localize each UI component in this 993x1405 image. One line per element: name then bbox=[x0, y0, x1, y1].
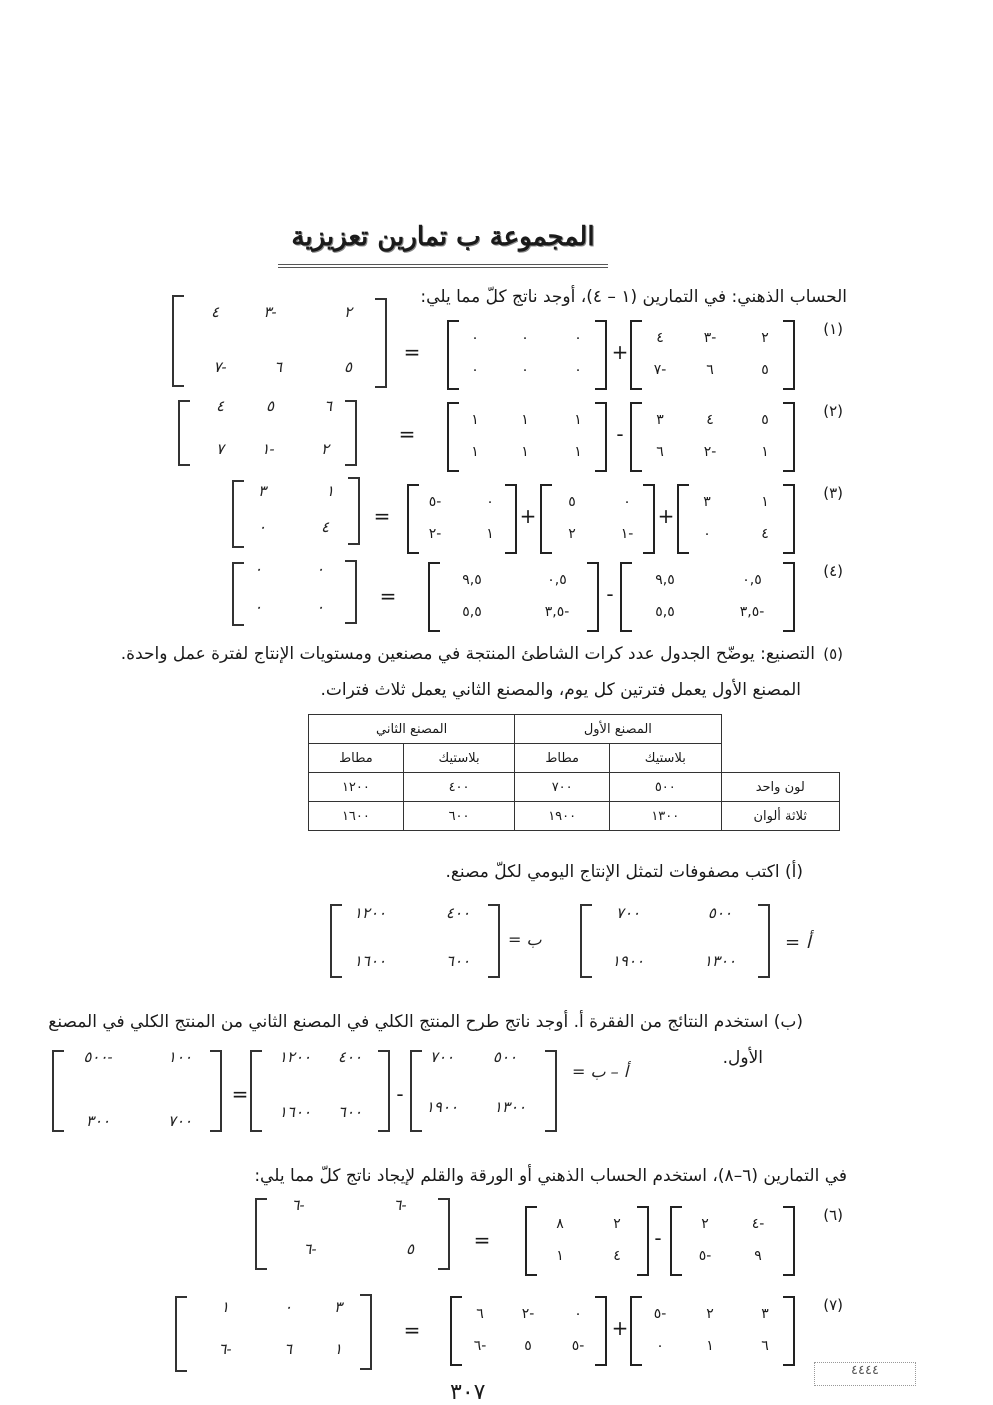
matrix-bracket-left bbox=[620, 562, 632, 632]
exercise-5-text-line-1: التصنيع: يوضّح الجدول عدد كرات الشاطئ المنتجة في مصنعين ومستويات الإنتاج لفترة عمل واحدة. bbox=[120, 644, 815, 664]
answer-cell: ١ bbox=[333, 1340, 343, 1358]
matrix-cell: ٠ bbox=[623, 494, 631, 510]
minus-operator: - bbox=[654, 1226, 662, 1250]
answer-cell: ٥٠٠- bbox=[83, 1048, 113, 1066]
answer-cell: ١٠٠ bbox=[167, 1048, 193, 1066]
exercise-label: (٢) bbox=[823, 402, 843, 420]
matrix-cell: ٣ bbox=[656, 412, 664, 428]
equals-sign: = bbox=[231, 1082, 249, 1106]
matrix-cell: ٢ bbox=[701, 1216, 709, 1232]
answer-label-b: ب = bbox=[508, 930, 542, 949]
answer-cell: ٤٠٠ bbox=[445, 904, 471, 922]
answer-cell: ٣- bbox=[263, 303, 277, 321]
answer-cell: ٠ bbox=[315, 560, 325, 578]
answer-bracket-left bbox=[175, 1296, 187, 1372]
table-subheader-rubber: مطاط bbox=[309, 744, 404, 773]
answer-cell: ٧- bbox=[213, 358, 227, 376]
table-subheader-plastic: بلاستيك bbox=[610, 744, 721, 773]
table-header-factory-2: المصنع الثاني bbox=[309, 715, 515, 744]
matrix-cell: ٢ bbox=[568, 526, 576, 542]
answer-cell: ٦ bbox=[273, 358, 283, 376]
matrix-cell: ١ bbox=[486, 526, 494, 542]
matrix-cell: ٠ bbox=[486, 494, 494, 510]
matrix-cell: ٤ bbox=[761, 526, 769, 542]
answer-cell: ٦- bbox=[303, 1240, 317, 1258]
matrix-cell: ٠ bbox=[574, 330, 582, 346]
table-cell: ١٩٠٠ bbox=[515, 802, 610, 831]
answer-cell: ٦- bbox=[218, 1340, 232, 1358]
table-row-label: ثلاثة ألوان bbox=[721, 802, 840, 831]
table-subheader-row bbox=[309, 744, 840, 773]
matrix-cell: ١ bbox=[706, 1338, 714, 1354]
equals-sign: = bbox=[403, 1318, 421, 1342]
answer-bracket-left bbox=[52, 1050, 64, 1132]
matrix-cell: ٣,٥- bbox=[544, 604, 570, 620]
matrix-bracket-left bbox=[428, 562, 440, 632]
table-header-row bbox=[309, 715, 840, 744]
matrix-cell: ٨ bbox=[556, 1216, 564, 1232]
matrix-cell: ٦- bbox=[473, 1338, 487, 1354]
answer-bracket-left bbox=[172, 295, 184, 387]
plus-operator: + bbox=[519, 504, 537, 528]
answer-bracket-right bbox=[545, 1050, 557, 1132]
matrix-cell: ١ bbox=[761, 494, 769, 510]
minus-operator: - bbox=[396, 1082, 404, 1106]
matrix-cell: ١ bbox=[761, 444, 769, 460]
answer-cell: ٤ bbox=[215, 397, 225, 415]
matrix-cell: ٢ bbox=[706, 1306, 714, 1322]
matrix-cell: ٠ bbox=[471, 330, 479, 346]
matrix-cell: ٩ bbox=[754, 1248, 762, 1264]
equals-sign: = bbox=[473, 1228, 491, 1252]
part-b-text-line-2: الأول. bbox=[722, 1048, 763, 1068]
answer-bracket-right bbox=[438, 1198, 450, 1270]
table-row bbox=[309, 773, 840, 802]
matrix-cell: ١ bbox=[556, 1248, 564, 1264]
answer-cell: ١٩٠٠ bbox=[425, 1098, 459, 1116]
table-row-label: لون واحد bbox=[721, 773, 840, 802]
matrix-cell: ٥,٥ bbox=[655, 604, 675, 620]
table-cell: ٤٠٠ bbox=[403, 773, 514, 802]
answer-cell: ٠ bbox=[253, 560, 263, 578]
answer-cell: ٧٠٠ bbox=[615, 904, 641, 922]
answer-bracket-right bbox=[758, 904, 770, 978]
answer-cell: ٤ bbox=[320, 518, 330, 536]
exercise-5-text-line-2: المصنع الأول يعمل فترتين كل يوم، والمصنع الثاني يعمل ثلاث فترات. bbox=[320, 680, 801, 700]
answer-cell: ١٩٠٠ bbox=[611, 952, 645, 970]
matrix-cell: ١ bbox=[574, 444, 582, 460]
matrix-cell: ٣ bbox=[703, 494, 711, 510]
matrix-cell: ٠ bbox=[574, 362, 582, 378]
table-subheader-plastic: بلاستيك bbox=[403, 744, 514, 773]
answer-cell: ١٣٠٠ bbox=[493, 1098, 527, 1116]
answer-cell: ١٢٠٠ bbox=[353, 904, 387, 922]
page-stamp: ٤٤٤٤ bbox=[814, 1362, 916, 1386]
matrix-cell: ٧- bbox=[653, 362, 667, 378]
matrix-cell: ٩,٥ bbox=[462, 572, 482, 588]
table-header-factory-1: المصنع الأول bbox=[515, 715, 721, 744]
answer-cell: ١٣٠٠ bbox=[703, 952, 737, 970]
matrix-cell: ٥- bbox=[698, 1248, 712, 1264]
answer-cell: ٧٠٠ bbox=[429, 1048, 455, 1066]
exercise-label: (٤) bbox=[823, 562, 843, 580]
answer-bracket-right bbox=[210, 1050, 222, 1132]
exercise-label: (٣) bbox=[823, 484, 843, 502]
table-cell: ١٢٠٠ bbox=[309, 773, 404, 802]
section-title: المجموعة ب تمارين تعزيزية bbox=[278, 222, 608, 268]
answer-cell: ٠ bbox=[257, 518, 267, 536]
answer-cell: ٥٠٠ bbox=[492, 1048, 518, 1066]
equals-sign: = bbox=[379, 584, 397, 608]
answer-cell: ٠ bbox=[315, 598, 325, 616]
answer-cell: ٠ bbox=[283, 1298, 293, 1316]
matrix-cell: ٦ bbox=[761, 1338, 769, 1354]
matrix-cell: ٢ bbox=[613, 1216, 621, 1232]
answer-cell: ٥ bbox=[343, 358, 353, 376]
answer-cell: ١٦٠٠ bbox=[278, 1103, 312, 1121]
matrix-cell: ٢ bbox=[761, 330, 769, 346]
answer-cell: ١ bbox=[325, 482, 335, 500]
matrix-cell: ١ bbox=[521, 412, 529, 428]
matrix-cell: ٤ bbox=[613, 1248, 621, 1264]
answer-bracket-left bbox=[250, 1050, 262, 1132]
matrix-cell: ٥ bbox=[568, 494, 576, 510]
matrix-cell: ٠ bbox=[471, 362, 479, 378]
equals-sign: = bbox=[373, 504, 391, 528]
table-cell: ٧٠٠ bbox=[515, 773, 610, 802]
answer-cell: ١٢٠٠ bbox=[278, 1048, 312, 1066]
matrix-cell: ٥,٥ bbox=[462, 604, 482, 620]
matrix-cell: ٩,٥ bbox=[655, 572, 675, 588]
exercise-label: (١) bbox=[823, 320, 843, 338]
matrix-cell: ٦ bbox=[706, 362, 714, 378]
answer-cell: ٢ bbox=[320, 440, 330, 458]
answer-cell: ٧٠٠ bbox=[167, 1112, 193, 1130]
matrix-cell: ٢- bbox=[703, 444, 717, 460]
answer-cell: ٥ bbox=[265, 397, 275, 415]
matrix-cell: ٦ bbox=[656, 444, 664, 460]
answer-cell: ٧ bbox=[215, 440, 225, 458]
matrix-cell: ٠,٥ bbox=[547, 572, 567, 588]
table-row bbox=[309, 802, 840, 831]
answer-cell: ١- bbox=[261, 440, 275, 458]
answer-bracket-left bbox=[580, 904, 592, 978]
matrix-cell: ١ bbox=[574, 412, 582, 428]
answer-cell: ٤٠٠ bbox=[337, 1048, 363, 1066]
production-table bbox=[308, 714, 840, 831]
answer-cell: ٦ bbox=[323, 397, 333, 415]
equals-sign: = bbox=[403, 340, 421, 364]
matrix-cell: ٥ bbox=[524, 1338, 532, 1354]
answer-bracket-right bbox=[488, 904, 500, 978]
answer-cell: ٥ bbox=[405, 1240, 415, 1258]
intro-exercises-6-8: في التمارين (٦–٨)، استخدم الحساب الذهني أو الورقة والقلم لإيجاد ناتج كلّ مما يلي: bbox=[254, 1166, 847, 1186]
table-cell: ١٣٠٠ bbox=[610, 802, 721, 831]
answer-cell: ٥٠٠ bbox=[707, 904, 733, 922]
table-cell: ٦٠٠ bbox=[403, 802, 514, 831]
answer-cell: ٦٠٠ bbox=[445, 952, 471, 970]
answer-bracket-left bbox=[255, 1198, 267, 1270]
part-b-text-line-1: (ب) استخدم النتائج من الفقرة أ. أوجد ناتج طرح المنتج الكلي في المصنع الثاني من المنتج الكلي في المصنع bbox=[48, 1012, 803, 1032]
matrix-cell: ١ bbox=[471, 444, 479, 460]
answer-cell: ٤ bbox=[210, 303, 220, 321]
matrix-cell: ٥- bbox=[653, 1306, 667, 1322]
matrix-bracket-right bbox=[783, 562, 795, 632]
answer-cell: ٦- bbox=[393, 1196, 407, 1214]
answer-cell: ٠ bbox=[253, 598, 263, 616]
matrix-cell: ٥ bbox=[761, 362, 769, 378]
minus-operator: - bbox=[606, 582, 614, 606]
answer-cell: ٦ bbox=[283, 1340, 293, 1358]
matrix-cell: ٥ bbox=[761, 412, 769, 428]
answer-cell: ٦- bbox=[291, 1196, 305, 1214]
plus-operator: + bbox=[611, 1316, 629, 1340]
plus-operator: + bbox=[611, 340, 629, 364]
answer-bracket-left bbox=[178, 400, 190, 466]
matrix-cell: ٣- bbox=[703, 330, 717, 346]
matrix-cell: ٤ bbox=[706, 412, 714, 428]
answer-cell: ٦٠٠ bbox=[337, 1103, 363, 1121]
matrix-cell: ٥- bbox=[571, 1338, 585, 1354]
exercise-label: (٦) bbox=[823, 1206, 843, 1224]
matrix-cell: ٥- bbox=[428, 494, 442, 510]
page-number: ٣٠٧ bbox=[450, 1380, 486, 1405]
matrix-cell: ٠ bbox=[521, 330, 529, 346]
intro-exercises-1-4: الحساب الذهني: في التمارين (١ – ٤)، أوجد ناتج كلّ مما يلي: bbox=[420, 287, 847, 307]
matrix-cell: ٣ bbox=[761, 1306, 769, 1322]
matrix-bracket-right bbox=[587, 562, 599, 632]
matrix-cell: ٤ bbox=[656, 330, 664, 346]
matrix-cell: ١ bbox=[471, 412, 479, 428]
minus-operator: - bbox=[616, 422, 624, 446]
part-a-text: (أ) اكتب مصفوفات لتمثل الإنتاج اليومي لكلّ مصنع. bbox=[445, 862, 803, 882]
matrix-cell: ١ bbox=[521, 444, 529, 460]
matrix-cell: ٢- bbox=[521, 1306, 535, 1322]
matrix-cell: ١- bbox=[620, 526, 634, 542]
matrix-cell: ٠ bbox=[656, 1338, 664, 1354]
answer-cell: ٣ bbox=[333, 1298, 343, 1316]
answer-label-a: أ = bbox=[785, 932, 811, 953]
table-cell: ٥٠٠ bbox=[610, 773, 721, 802]
exercise-label: (٧) bbox=[823, 1296, 843, 1314]
matrix-cell: ٤- bbox=[751, 1216, 765, 1232]
matrix-cell: ٠ bbox=[574, 1306, 582, 1322]
matrix-cell: ٦ bbox=[476, 1306, 484, 1322]
matrix-cell: ٠ bbox=[703, 526, 711, 542]
matrix-cell: ٢- bbox=[428, 526, 442, 542]
exercise-label: (٥) bbox=[823, 645, 843, 663]
matrix-cell: ٠,٥ bbox=[742, 572, 762, 588]
answer-label-a-minus-b: أ – ب = bbox=[572, 1062, 629, 1081]
answer-cell: ٣ bbox=[257, 482, 267, 500]
table-cell: ١٦٠٠ bbox=[309, 802, 404, 831]
matrix-cell: ٠ bbox=[521, 362, 529, 378]
answer-cell: ٣٠٠ bbox=[85, 1112, 111, 1130]
matrix-cell: ٣,٥- bbox=[739, 604, 765, 620]
equals-sign: = bbox=[398, 422, 416, 446]
answer-cell: ٢ bbox=[343, 303, 353, 321]
answer-cell: ١ bbox=[220, 1298, 230, 1316]
table-subheader-rubber: مطاط bbox=[515, 744, 610, 773]
plus-operator: + bbox=[657, 504, 675, 528]
answer-cell: ١٦٠٠ bbox=[353, 952, 387, 970]
